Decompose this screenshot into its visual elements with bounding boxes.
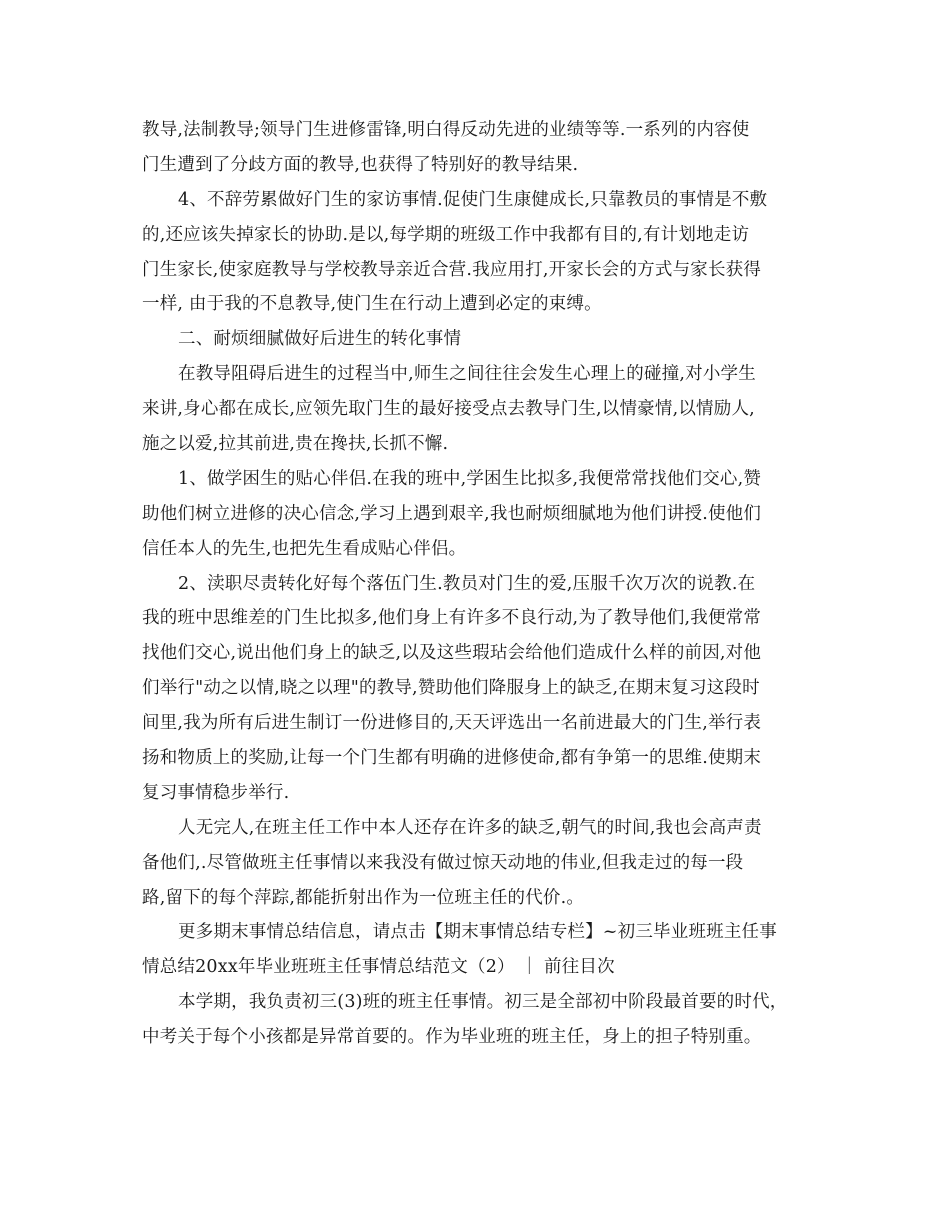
text-line: 人无完人,在班主任工作中本人还存在许多的缺乏,朝气的时间,我也会高声责: [178, 817, 762, 838]
text-line: 二、耐烦细腻做好后进生的转化事情: [178, 329, 462, 350]
text-line: 备他们,.尽管做班主任事情以来我没有做过惊天动地的伟业,但我走过的每一段: [142, 852, 744, 873]
text-line: 门生遭到了分歧方面的教导,也获得了特别好的教导结果.: [142, 154, 579, 175]
text-line: 扬和物质上的奖励,让每一个门生都有明确的进修使命,都有争第一的思维.使期末: [142, 748, 762, 769]
text-line: 在教导阻碍后进生的过程当中,师生之间往往会发生心理上的碰撞,对小学生: [178, 364, 756, 385]
text-line: 4、不辞劳累做好门生的家访事情.促使门生康健成长,只靠教员的事情是不敷: [178, 189, 768, 210]
text-line: 间里,我为所有后进生制订一份进修目的,天天评选出一名前进最大的门生,举行表: [142, 713, 762, 734]
text-line: 信任本人的先生,也把先生看成贴心伴侣。: [142, 538, 467, 559]
text-line: 2、渎职尽责转化好每个落伍门生.教员对门生的爱,压服千次万次的说教.在: [178, 573, 756, 594]
text-line: 来讲,身心都在成长,应领先取门生的最好接受点去教导门生,以情豪情,以情励人,: [142, 399, 755, 420]
text-line: 助他们树立进修的决心信念,学习上遇到艰辛,我也耐烦细腻地为他们讲授.使他们: [142, 503, 762, 524]
text-line: 找他们交心,说出他们身上的缺乏,以及这些瑕玷会给他们造成什么样的前因,对他: [142, 643, 762, 664]
text-line: 门生家长,使家庭教导与学校教导亲近合营.我应用打,开家长会的方式与家长获得: [142, 259, 762, 280]
text-line: 教导,法制教导;领导门生进修雷锋,明白得反动先进的业绩等等.一系列的内容使: [142, 120, 750, 140]
text-line: 施之以爱,拉其前进,贵在搀扶,长抓不懈.: [142, 434, 449, 455]
text-line: 情总结20xx年毕业班班主任事情总结范文（2） ｜ 前往目次: [142, 957, 615, 978]
document-page: [142, 113, 810, 1055]
text-line: 1、做学困生的贴心伴侣.在我的班中,学困生比拟多,我便常常找他们交心,赞: [178, 468, 762, 489]
text-line: 本学期，我负责初三(3)班的班主任事情。初三是全部初中阶段最首要的时代，: [178, 992, 788, 1013]
text-line: 的,还应该失掉家长的协助.是以,每学期的班级工作中我都有目的,有计划地走访: [142, 224, 750, 245]
text-line: 中考关于每个小孩都是异常首要的。作为毕业班的班主任，身上的担子特别重。: [142, 1027, 762, 1048]
text-line: 我的班中思维差的门生比拟多,他们身上有许多不良行动,为了教导他们,我便常常: [142, 608, 762, 629]
text-line: 更多期末事情总结信息，请点击【期末事情总结专栏】~初三毕业班班主任事: [178, 922, 777, 943]
text-line: 一样, 由于我的不息教导,使门生在行动上遭到必定的束缚。: [142, 294, 602, 315]
text-line: 们举行"动之以情,晓之以理"的教导,赞助他们降服身上的缺乏,在期末复习这段时: [142, 678, 760, 699]
text-line: 复习事情稳步举行.: [142, 782, 290, 803]
text-line: 路,留下的每个萍踪,都能折射出作为一位班主任的代价.。: [142, 887, 585, 908]
